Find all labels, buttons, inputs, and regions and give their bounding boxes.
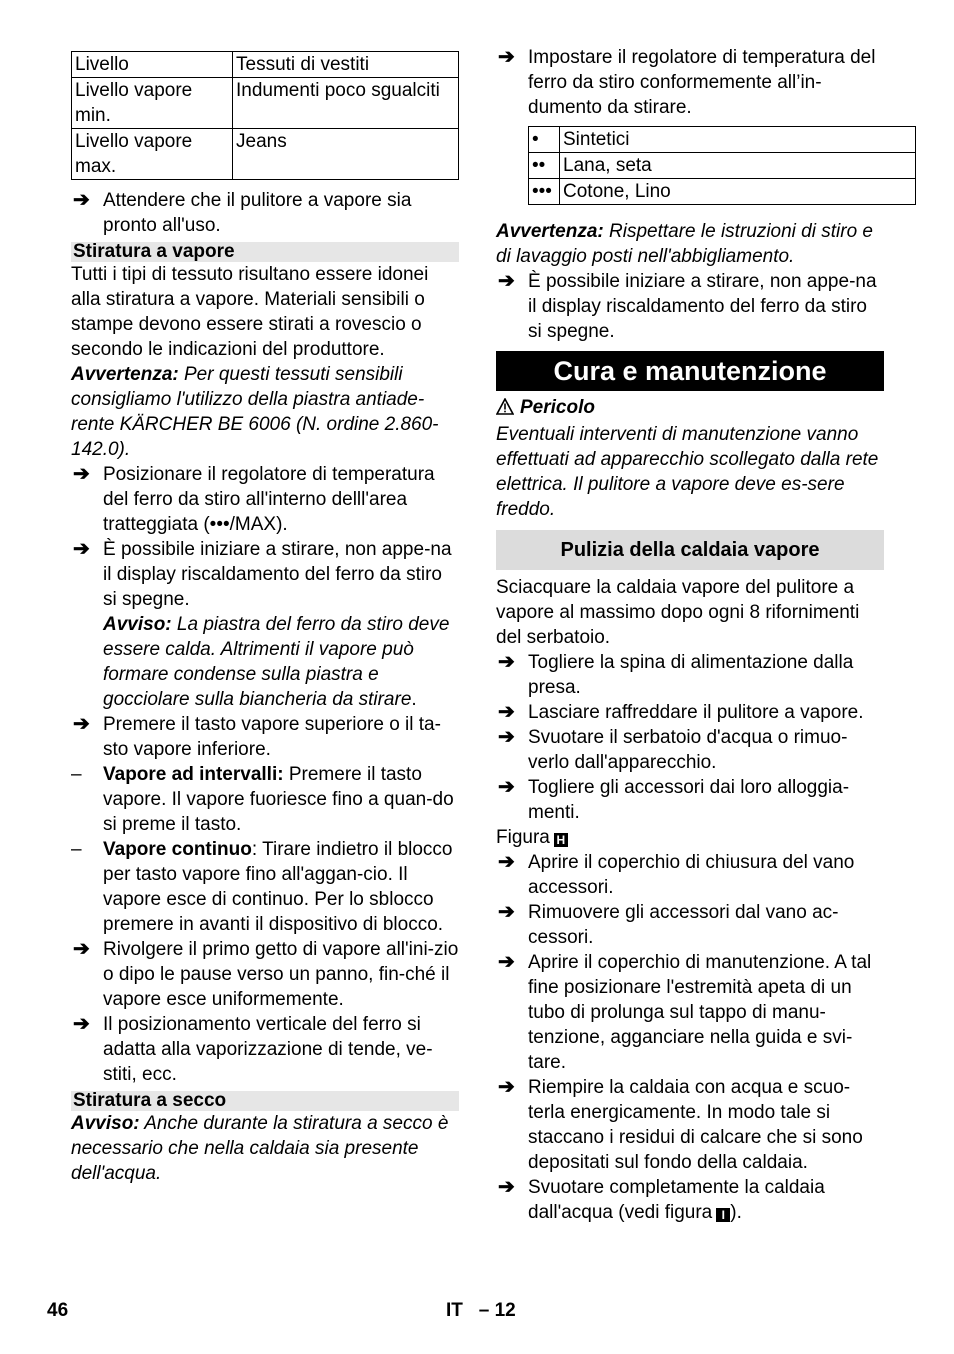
item-text: Togliere gli accessori dai loro alloggia-menti. xyxy=(528,777,850,823)
list-item xyxy=(496,850,884,900)
arrow-icon: ➔ xyxy=(73,1013,90,1035)
item-text: Il posizionamento verticale del ferro si adatta alla vaporizzazione di tende, ve-stiti, ecc. xyxy=(103,1014,433,1085)
notice-text: Anche durante la stiratura a secco è necessario che nella caldaia sia presente dell'acqua. xyxy=(71,1113,449,1184)
table-row xyxy=(529,153,916,179)
item-text: Togliere la spina di alimentazione dalla presa. xyxy=(528,652,854,698)
section-heading-dry-ironing: Stiratura a secco xyxy=(71,1091,459,1111)
item-text: Svuotare completamente la caldaia dall'acqua (vedi figura xyxy=(528,1177,825,1223)
list-item xyxy=(496,900,884,950)
notice-text: La piastra del ferro da stiro deve essere calda. Altrimenti il vapore può formare condense sulla piastra e gocciolare sulla biancheria da stirare xyxy=(103,614,450,710)
arrow-icon: ➔ xyxy=(73,713,90,735)
item-text: È possibile iniziare a stirare, non appe-na il display riscaldamento del ferro da stiro si spegne. xyxy=(528,271,877,342)
dash-marker: – xyxy=(71,764,82,785)
item-text: Riempire la caldaia con acqua e scuo-terla energicamente. In modo tale si staccano i residui di calcare che si sono depositati sul fondo della caldaia. xyxy=(528,1077,863,1173)
figure-h-badge: H xyxy=(554,833,568,847)
note-label: Avvertenza: xyxy=(496,221,604,242)
arrow-icon: ➔ xyxy=(498,1176,515,1198)
arrow-icon: ➔ xyxy=(498,901,515,923)
item-text-end: ). xyxy=(730,1202,742,1223)
arrow-icon: ➔ xyxy=(73,938,90,960)
table-cell: Livello vapore max. xyxy=(72,129,233,180)
danger-label: Pericolo xyxy=(520,397,595,418)
chapter-heading: Cura e manutenzione xyxy=(496,351,884,391)
note-paragraph xyxy=(71,362,459,462)
page-number: 46 xyxy=(47,1300,69,1321)
item-text: Lasciare raffreddare il pulitore a vapore. xyxy=(528,702,864,723)
list-item xyxy=(71,188,459,238)
table-cell: Livello vapore min. xyxy=(72,78,233,129)
arrow-icon: ➔ xyxy=(498,701,515,723)
item-text: Svuotare il serbatoio d'acqua o rimuo-verlo dall'apparecchio. xyxy=(528,727,848,773)
danger-heading xyxy=(496,395,884,422)
list-item xyxy=(496,725,884,775)
arrow-icon: ➔ xyxy=(498,951,515,973)
item-text: Impostare il regolatore di temperatura del ferro da stiro conformemente all’in-dumento da stirare. xyxy=(528,47,876,118)
item-text: Aprire il coperchio di chiusura del vano accessori. xyxy=(528,852,855,898)
figure-label: Figura xyxy=(496,827,550,848)
danger-text: Eventuali interventi di manutenzione vanno effettuati ad apparecchio scollegato dalla rete elettrica. Il pulitore a vapore deve es-sere freddo. xyxy=(496,424,879,520)
notice-label: Avviso: xyxy=(71,1113,140,1134)
arrow-icon: ➔ xyxy=(73,463,90,485)
list-item xyxy=(496,269,884,344)
arrow-icon: ➔ xyxy=(73,538,90,560)
arrow-icon: ➔ xyxy=(498,270,515,292)
section-heading-boiler: Pulizia della caldaia vapore xyxy=(496,530,884,570)
left-column xyxy=(71,45,459,1186)
dash-label: Vapore continuo xyxy=(103,839,252,860)
table-cell: Sintetici xyxy=(560,127,916,153)
table-row xyxy=(529,127,916,153)
table-cell: Livello xyxy=(72,52,233,78)
dash-text: : Tirare indietro il blocco per tasto vapore fino all'aggan-cio. Il vapore esce di continuo. Per lo sblocco premere in avanti il dispositivo di blocco. xyxy=(103,839,453,935)
arrow-icon: ➔ xyxy=(498,776,515,798)
list-item xyxy=(496,950,884,1075)
notice-end: . xyxy=(411,689,417,710)
figure-i-badge: I xyxy=(716,1208,730,1222)
list-item xyxy=(496,775,884,825)
dash-item xyxy=(71,837,459,937)
table-row xyxy=(72,129,459,180)
list-item xyxy=(496,1075,884,1175)
table-cell: Cotone, Lino xyxy=(560,179,916,205)
notice-label: Avviso: xyxy=(103,614,172,635)
table-row xyxy=(529,179,916,205)
item-text: È possibile iniziare a stirare, non appe-na il display riscaldamento del ferro da stiro si spegne. xyxy=(103,539,452,610)
list-item xyxy=(71,712,459,762)
notice-paragraph xyxy=(103,612,459,712)
section-heading-steam-ironing: Stiratura a vapore xyxy=(71,242,459,262)
table-cell: • xyxy=(529,127,560,153)
table-cell: Indumenti poco sgualciti xyxy=(233,78,459,129)
item-text: Rimuovere gli accessori dal vano ac-cessori. xyxy=(528,902,839,948)
list-item xyxy=(71,462,459,537)
table-header-row xyxy=(72,52,459,78)
item-text: Posizionare il regolatore di temperatura del ferro da stiro all'interno delll'area tratteggiata (•••/MAX). xyxy=(103,464,435,535)
table-cell: ••• xyxy=(529,179,560,205)
note-paragraph xyxy=(496,219,884,269)
arrow-icon: ➔ xyxy=(498,46,515,68)
paragraph: Sciacquare la caldaia vapore del pulitore a vapore al massimo dopo ogni 8 rifornimenti del serbatoio. xyxy=(496,577,860,648)
note-label: Avvertenza: xyxy=(71,364,179,385)
dash-item xyxy=(71,762,459,837)
figure-reference xyxy=(496,825,884,850)
item-text: Aprire il coperchio di manutenzione. A tal fine posizionare l'estremità apeta di un tubo di prolunga sul tappo di manu-tenzione, agganciare nella guida e svi-tare. xyxy=(528,952,872,1073)
steam-level-table xyxy=(71,51,459,180)
item-text: Premere il tasto vapore superiore o il ta-sto vapore inferiore. xyxy=(103,714,441,760)
list-item xyxy=(496,700,884,725)
right-column xyxy=(496,45,884,1225)
arrow-icon: ➔ xyxy=(498,726,515,748)
list-item xyxy=(496,45,884,120)
list-item xyxy=(71,937,459,1012)
list-item xyxy=(71,537,459,712)
paragraph: Tutti i tipi di tessuto risultano essere idonei alla stiratura a vapore. Materiali sensibili o stampe devono essere stirati a rovescio o secondo le indicazioni del produttore. xyxy=(71,264,429,360)
arrow-icon: ➔ xyxy=(73,189,90,211)
arrow-icon: ➔ xyxy=(498,851,515,873)
table-cell: •• xyxy=(529,153,560,179)
notice-paragraph xyxy=(71,1111,459,1186)
item-text: Attendere che il pulitore a vapore sia pronto all'uso. xyxy=(103,190,412,236)
warning-triangle-icon xyxy=(496,397,514,422)
list-item xyxy=(71,1012,459,1087)
temperature-table xyxy=(528,126,916,205)
arrow-icon: ➔ xyxy=(498,651,515,673)
list-item xyxy=(496,1175,884,1225)
language-page-indicator: IT – 12 xyxy=(446,1300,516,1321)
note-text: Per questi tessuti sensibili consigliamo l'utilizzo della piastra antiade-rente KÄRCHER BE 6006 (N. ordine 2.860-142.0). xyxy=(71,364,439,460)
arrow-icon: ➔ xyxy=(498,1076,515,1098)
note-text: Rispettare le istruzioni di stiro e di lavaggio posti nell'abbigliamento. xyxy=(496,221,873,267)
item-text: Rivolgere il primo getto di vapore all'ini-zio o dipo le pause verso un panno, fin-ché il vapore esce uniformemente. xyxy=(103,939,459,1010)
table-cell: Tessuti di vestiti xyxy=(233,52,459,78)
dash-text: Premere il tasto vapore. Il vapore fuoriesce fino a quan-do si preme il tasto. xyxy=(103,764,454,835)
list-item xyxy=(496,650,884,700)
dash-marker: – xyxy=(71,839,82,860)
dash-label: Vapore ad intervalli: xyxy=(103,764,284,785)
table-row xyxy=(72,78,459,129)
table-cell: Jeans xyxy=(233,129,459,180)
table-cell: Lana, seta xyxy=(560,153,916,179)
